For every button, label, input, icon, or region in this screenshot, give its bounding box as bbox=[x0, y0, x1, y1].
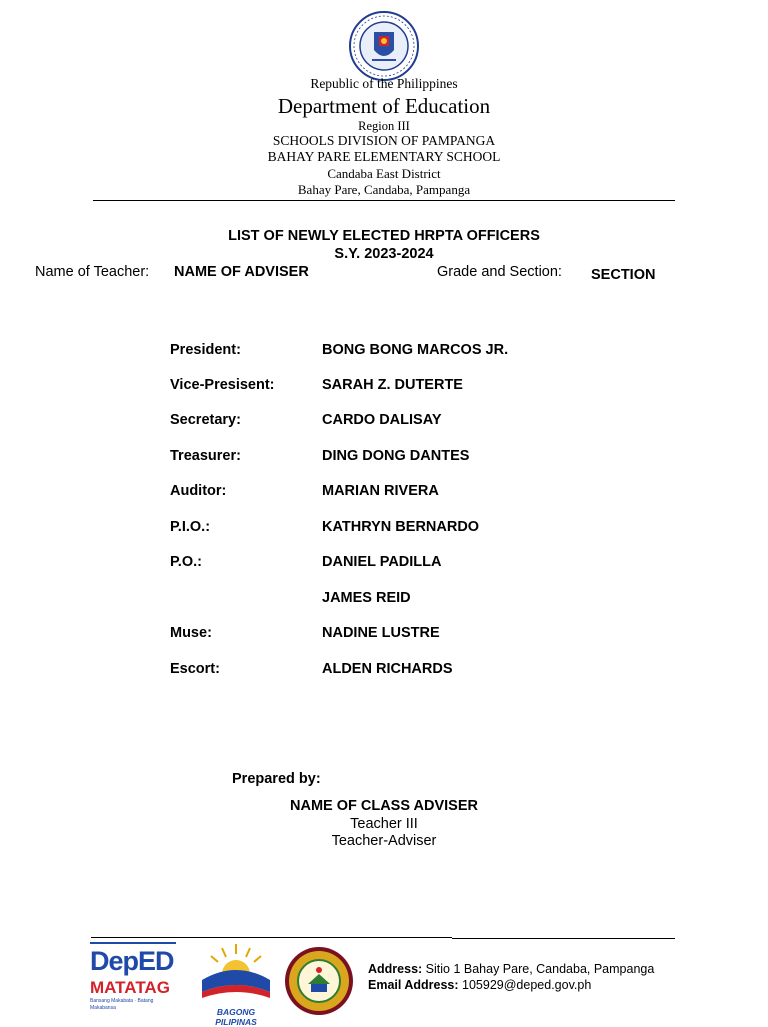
officer-position: P.I.O.: bbox=[170, 519, 211, 535]
officer-name: SARAH Z. DUTERTE bbox=[322, 377, 463, 393]
footer-address bbox=[368, 961, 654, 977]
grade-section-value: SECTION bbox=[591, 267, 656, 283]
officer-name: CARDO DALISAY bbox=[322, 412, 442, 428]
officer-position: Treasurer: bbox=[170, 448, 241, 464]
prepared-by-label: Prepared by: bbox=[232, 771, 321, 787]
officer-position: Escort: bbox=[170, 661, 220, 677]
grade-section-label: Grade and Section: bbox=[437, 264, 562, 280]
division-line: SCHOOLS DIVISION OF PAMPANGA bbox=[272, 133, 496, 148]
officer-name: DANIEL PADILLA bbox=[322, 554, 442, 570]
department-name: Department of Education bbox=[277, 94, 491, 118]
officer-position: Auditor: bbox=[170, 483, 227, 499]
officer-position: P.O.: bbox=[170, 554, 202, 570]
document-title: LIST OF NEWLY ELECTED HRPTA OFFICERS bbox=[228, 228, 540, 244]
school-seal-logo bbox=[284, 946, 354, 1016]
email-value: 105929@deped.gov.ph bbox=[462, 978, 592, 992]
footer-email bbox=[368, 977, 591, 993]
adviser-role: Teacher-Adviser bbox=[331, 833, 437, 849]
footer-divider-right bbox=[452, 938, 675, 939]
bagong-pilipinas-logo bbox=[196, 940, 276, 1027]
footer-divider-left bbox=[91, 937, 452, 938]
officer-name: ALDEN RICHARDS bbox=[322, 661, 453, 677]
adviser-name: NAME OF CLASS ADVISER bbox=[290, 798, 478, 814]
officer-position: Secretary: bbox=[170, 412, 241, 428]
region-line: Region III bbox=[358, 119, 410, 133]
school-address-line: Bahay Pare, Candaba, Pampanga bbox=[297, 182, 471, 197]
officer-name: KATHRYN BERNARDO bbox=[322, 519, 480, 535]
district-line: Candaba East District bbox=[327, 166, 441, 181]
deped-seal-logo bbox=[348, 10, 420, 82]
address-value: Sitio 1 Bahay Pare, Candaba, Pampanga bbox=[425, 962, 655, 976]
email-label: Email Address: bbox=[368, 978, 459, 992]
address-label: Address: bbox=[368, 962, 423, 976]
matatag-text: MATATAG bbox=[90, 978, 170, 997]
school-line: BAHAY PARE ELEMENTARY SCHOOL bbox=[267, 149, 501, 164]
officer-position: Vice-Presisent: bbox=[170, 377, 275, 393]
teacher-label: Name of Teacher: bbox=[35, 264, 150, 280]
officer-position: President: bbox=[170, 342, 241, 358]
officer-position: Muse: bbox=[170, 625, 212, 641]
officer-name: JAMES REID bbox=[322, 590, 411, 606]
teacher-value: NAME OF ADVISER bbox=[174, 264, 309, 280]
deped-matatag-logo bbox=[90, 942, 178, 1020]
deped-logo-text: DepED bbox=[90, 946, 174, 976]
officer-name: NADINE LUSTRE bbox=[322, 625, 440, 641]
bagong-pilipinas-text: BAGONG PILIPINAS bbox=[215, 1007, 257, 1027]
officer-name: MARIAN RIVERA bbox=[322, 483, 439, 499]
school-year: S.Y. 2023-2024 bbox=[334, 246, 434, 262]
matatag-tagline: Bansang Makabata · Batang Makabansa bbox=[90, 998, 154, 1011]
header-divider bbox=[93, 200, 675, 201]
republic-line: Republic of the Philippines bbox=[310, 76, 458, 91]
officer-name: DING DONG DANTES bbox=[322, 448, 470, 464]
adviser-rank: Teacher III bbox=[350, 816, 418, 832]
bagong-pilipinas-emblem bbox=[196, 940, 276, 1002]
officer-name: BONG BONG MARCOS JR. bbox=[322, 342, 509, 358]
